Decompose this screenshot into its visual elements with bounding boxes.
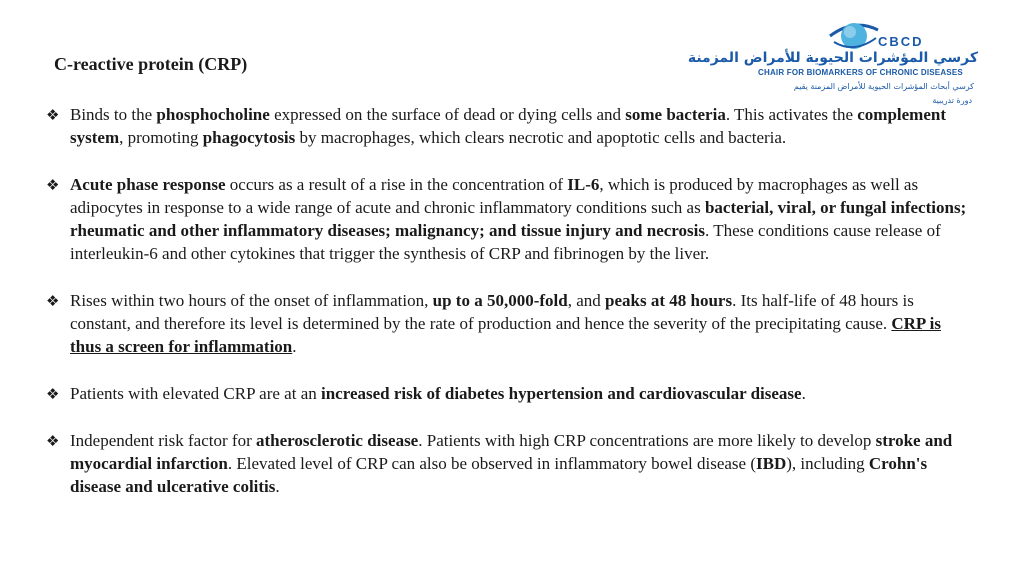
bold-text: phosphocholine	[156, 105, 270, 124]
bold-text: stroke and myocardial infarction	[70, 431, 953, 473]
logo-arabic-subtitle: كرسي أبحاث المؤشرات الحيوية للأمراض المزمنة يقيم	[793, 82, 974, 91]
cbcd-logo	[687, 14, 992, 114]
bullet-item	[46, 289, 976, 358]
text-segment: .	[275, 477, 280, 496]
text-segment: .	[801, 384, 806, 403]
diamond-bullet-icon: ❖	[46, 176, 60, 194]
bullet-item	[46, 103, 976, 149]
text-segment: . Elevated level of CRP can also be observed in inflammatory bowel disease (	[227, 454, 756, 473]
text-segment: expressed on the surface of dead or dying cells and	[269, 105, 626, 124]
diamond-bullet-icon: ❖	[46, 432, 60, 450]
bullet-text	[70, 384, 806, 403]
diamond-bullet-icon: ❖	[46, 106, 60, 124]
diamond-bullet-icon: ❖	[46, 385, 60, 403]
bold-text: IL-6	[567, 175, 600, 194]
globe-logo-icon	[828, 14, 880, 54]
bullet-text	[70, 291, 941, 356]
bullet-list	[46, 103, 976, 498]
bold-text: IBD	[755, 454, 787, 473]
bold-text: up to a 50,000-fold	[432, 291, 568, 310]
bold-text: bacterial, viral, or fungal infections; rheumatic and other inflammatory diseases; malignancy; and tissue injury and necrosis	[70, 198, 967, 240]
text-segment: , which is produced by macrophages as well as adipocytes in response to a wide range of acute and chronic inflammatory conditions such as	[70, 175, 919, 217]
text-segment: . These conditions cause release of interleukin-6 and other cytokines that trigger the synthesis of CRP and fibrinogen by the liver.	[70, 221, 941, 263]
bold-text: phagocytosis	[202, 128, 296, 147]
text-segment: , promoting	[119, 128, 203, 147]
underlined-text: CRP is thus a screen for inflammation	[70, 314, 941, 356]
text-segment: by macrophages, which clears necrotic and apoptotic cells and bacteria.	[295, 128, 787, 147]
bold-text: complement system	[70, 105, 947, 147]
text-segment: occurs as a result of a rise in the concentration of	[225, 175, 568, 194]
bold-text: increased risk of diabetes hypertension and cardiovascular disease	[321, 384, 802, 403]
text-segment: . Patients with high CRP concentrations are more likely to develop	[418, 431, 876, 450]
bold-text: atherosclerotic disease	[255, 431, 419, 450]
bullet-item	[46, 173, 976, 265]
bold-text: Crohn's disease and ulcerative colitis	[70, 454, 928, 496]
text-segment: Rises within two hours of the onset of inflammation,	[70, 291, 433, 310]
text-segment: , and	[567, 291, 606, 310]
bullet-item	[46, 429, 976, 498]
text-segment: . This activates the	[725, 105, 858, 124]
logo-arabic-subtitle-2: دورة تدريبية	[932, 96, 972, 105]
text-segment: . Its half-life of 48 hours is constant, and therefore its level is determined by the rate of production and hence the severity of the precipitating cause.	[70, 291, 914, 333]
bold-text: some bacteria	[625, 105, 726, 124]
text-segment: Binds to the	[70, 105, 157, 124]
diamond-bullet-icon: ❖	[46, 292, 60, 310]
logo-arabic-name: كرسي المؤشرات الحيوية للأمراض المزمنة	[687, 50, 978, 66]
text-segment: Independent risk factor for	[70, 431, 256, 450]
bullet-text	[70, 431, 952, 496]
bullet-text	[70, 105, 946, 147]
bullet-text	[70, 175, 966, 263]
text-segment: ), including	[786, 454, 869, 473]
bold-text: peaks at 48 hours	[605, 291, 733, 310]
text-segment: .	[292, 337, 297, 356]
bullet-item	[46, 382, 976, 405]
logo-english-name: CHAIR FOR BIOMARKERS OF CHRONIC DISEASES	[758, 68, 963, 77]
bold-text: Acute phase response	[70, 175, 226, 194]
logo-abbreviation: CBCD	[878, 34, 924, 49]
slide-title: C-reactive protein (CRP)	[54, 54, 248, 74]
text-segment: Patients with elevated CRP are at an	[70, 384, 321, 403]
